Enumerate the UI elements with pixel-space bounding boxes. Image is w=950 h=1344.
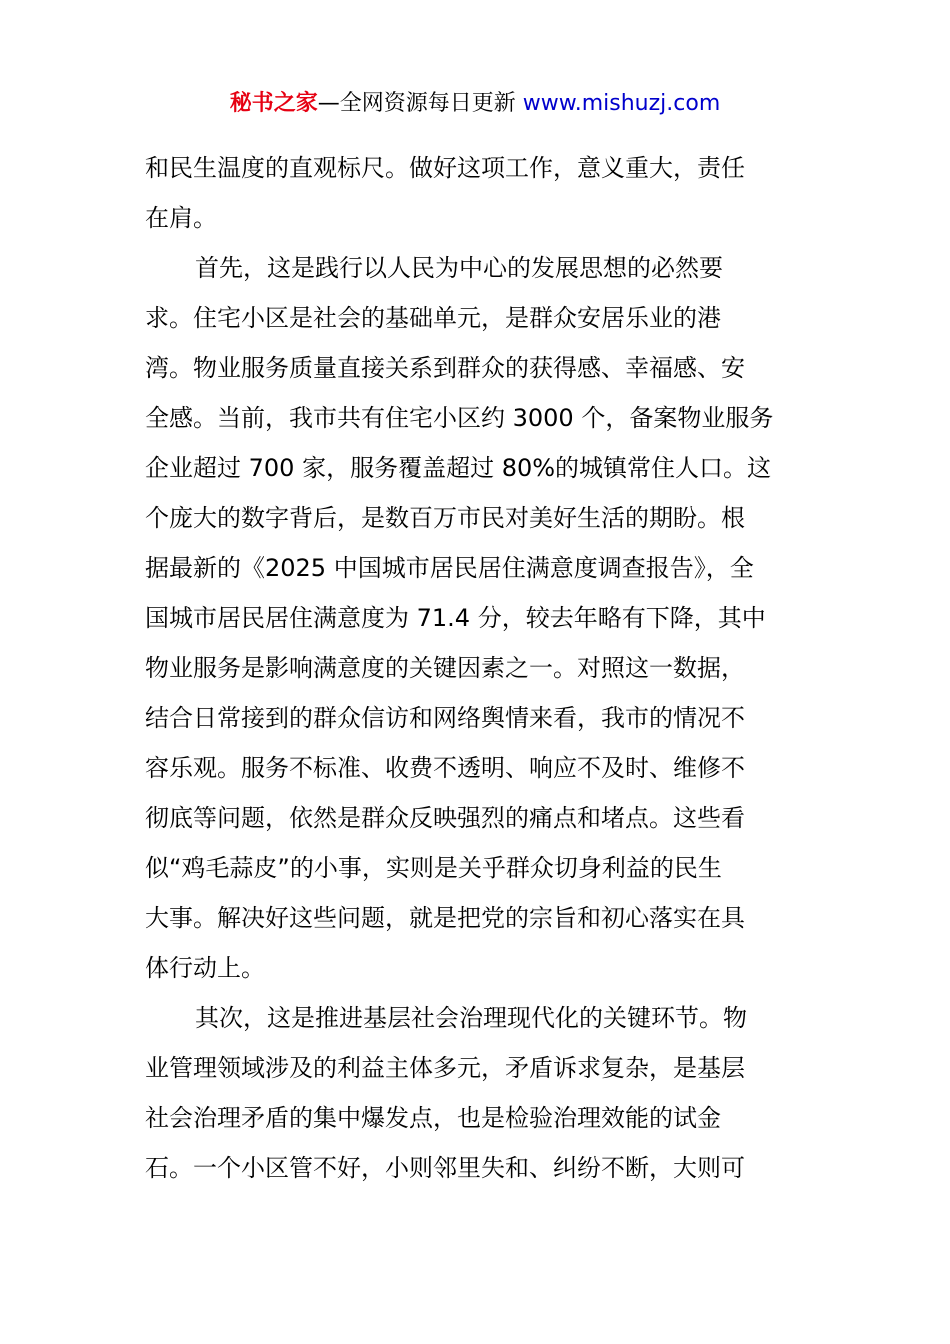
text-line: 体行动上。 xyxy=(145,954,265,982)
text-line: 湾。物业服务质量直接关系到群众的获得感、幸福感、安 xyxy=(145,354,745,382)
document-body xyxy=(145,143,807,1193)
text-line: 彻底等问题，依然是群众反映强烈的痛点和堵点。这些看 xyxy=(145,804,745,832)
text-line: 大事。解决好这些问题，就是把党的宗旨和初心落实在具 xyxy=(145,904,745,932)
text-line: 石。一个小区管不好，小则邻里失和、纠纷不断，大则可 xyxy=(145,1154,745,1182)
text-line: 首先，这是践行以人民为中心的发展思想的必然要 xyxy=(195,254,723,282)
site-tagline: —全网资源每日更新 xyxy=(317,91,523,116)
text-line: 物业服务是影响满意度的关键因素之一。对照这一数据， xyxy=(145,654,745,682)
text-line: 国城市居民居住满意度为 71.4 分，较去年略有下降，其中 xyxy=(145,604,766,632)
text-line: 似“鸡毛蒜皮”的小事，实则是关乎群众切身利益的民生 xyxy=(145,854,722,882)
text-line: 结合日常接到的群众信访和网络舆情来看，我市的情况不 xyxy=(145,704,745,732)
paragraph-3 xyxy=(145,993,807,1193)
site-url-link[interactable]: www.mishuzj.com xyxy=(522,91,721,116)
text-line: 求。住宅小区是社会的基础单元，是群众安居乐业的港 xyxy=(145,304,721,332)
text-line: 社会治理矛盾的集中爆发点，也是检验治理效能的试金 xyxy=(145,1104,721,1132)
text-line: 其次，这是推进基层社会治理现代化的关键环节。物 xyxy=(195,1004,747,1032)
site-brand: 秘书之家 xyxy=(229,91,318,116)
text-line: 业管理领域涉及的利益主体多元，矛盾诉求复杂，是基层 xyxy=(145,1054,745,1082)
text-line: 和民生温度的直观标尺。做好这项工作，意义重大，责任 xyxy=(145,154,745,182)
text-line: 个庞大的数字背后，是数百万市民对美好生活的期盼。根 xyxy=(145,504,745,532)
text-line: 全感。当前，我市共有住宅小区约 3000 个，备案物业服务 xyxy=(145,404,774,432)
text-line: 在肩。 xyxy=(145,204,217,232)
text-line: 据最新的《2025 中国城市居民居住满意度调查报告》，全 xyxy=(145,554,754,582)
text-line: 企业超过 700 家，服务覆盖超过 80%的城镇常住人口。这 xyxy=(145,454,772,482)
text-line: 容乐观。服务不标准、收费不透明、响应不及时、维修不 xyxy=(145,754,745,782)
site-header xyxy=(0,88,950,120)
paragraph-2 xyxy=(145,243,807,993)
paragraph-1 xyxy=(145,143,807,243)
